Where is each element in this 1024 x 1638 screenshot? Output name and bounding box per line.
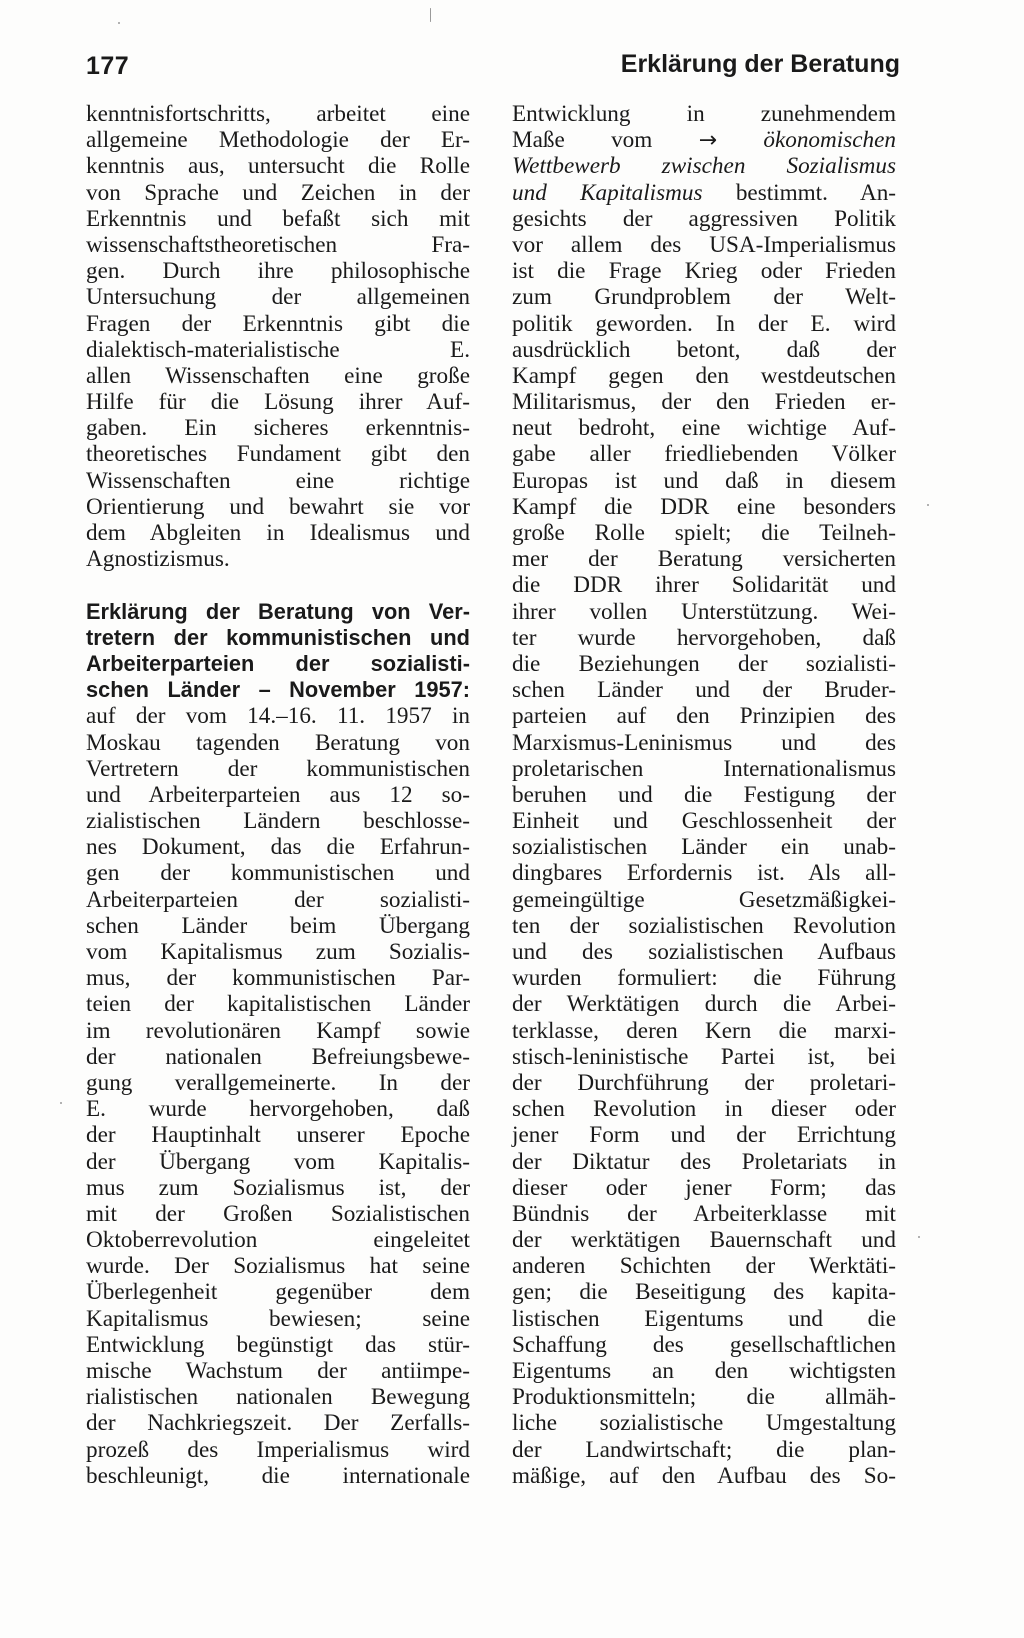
text-line: sozialistischen Länder ein unab- (512, 834, 896, 861)
text-line: prozeß des Imperialismus wird (86, 1436, 470, 1463)
text-line: Einheit und Geschlossenheit der (512, 808, 896, 835)
text-line: der werktätigen Bauernschaft und (512, 1227, 896, 1254)
text-line: gen. Durch ihre philosophische (86, 258, 470, 285)
text-line: Militarismus, der den Frieden er- (512, 389, 896, 416)
heading-line: schen Länder – November 1957: (86, 677, 470, 703)
text-line: ausdrücklich betont, daß der (512, 336, 896, 363)
text-line: der Nachkriegszeit. Der Zerfalls- (86, 1410, 470, 1437)
page-number: 177 (86, 52, 130, 80)
text-line: Europas ist und daß in diesem (512, 467, 896, 494)
text-line: der Durchführung der proletari- (512, 1069, 896, 1096)
text-line: teien der kapitalistischen Länder (86, 991, 470, 1018)
text-line: gesichts der aggressiven Politik (512, 205, 896, 232)
text-line: mer der Beratung versicherten (512, 546, 896, 573)
text-line: vor allem des USA-Imperialismus (512, 231, 896, 258)
entry-heading (86, 599, 470, 704)
text-line: vom Kapitalismus zum Sozialis- (86, 939, 470, 965)
text-line: Produktionsmitteln; die allmäh- (512, 1384, 896, 1411)
text-line: politik geworden. In der E. wird (512, 310, 896, 337)
text-line: stisch-leninistische Partei ist, bei (512, 1043, 896, 1070)
cross-reference-term: Wettbewerb zwischen Sozialismus (512, 153, 896, 180)
text-line: gung verallgemeinerte. In der (86, 1069, 470, 1096)
text-line: Kampf gegen den westdeutschen (512, 362, 896, 389)
text-line: ten der sozialistischen Revolution (512, 912, 896, 939)
text-line: Kampf die DDR eine besonders (512, 493, 896, 520)
text-line: Eigentums an den wichtigsten (512, 1358, 896, 1384)
text-fragment: bestimmt. An- (735, 179, 897, 206)
text-line: der Diktatur des Proletariats in (512, 1148, 896, 1175)
text-line: Fragen der Erkenntnis gibt die (86, 310, 470, 337)
cross-reference-term: und Kapitalismus (512, 179, 703, 206)
heading-line: Erklärung der Beratung von Ver- (86, 598, 470, 624)
text-line: dialektisch-materialistische E. (86, 336, 470, 363)
text-line: mus, der kommunistischen Par- (86, 965, 470, 992)
text-line: neut bedroht, eine wichtige Auf- (512, 415, 896, 442)
text-line: zum Grundproblem der Welt- (512, 284, 896, 311)
text-line: mit der Großen Sozialistischen (86, 1200, 470, 1227)
text-line: Entwicklung in zunehmendem (512, 101, 896, 127)
text-line: der Übergang vom Kapitalis- (86, 1148, 470, 1175)
text-line: proletarischen Internationalismus (512, 755, 896, 782)
text-line: allen Wissenschaften eine große (86, 362, 470, 389)
text-line: wurde. Der Sozialismus hat seine (86, 1253, 470, 1280)
text-line: terklasse, deren Kern die marxi- (512, 1017, 896, 1044)
text-line: die DDR ihrer Solidarität und (512, 572, 896, 599)
text-line: Untersuchung der allgemeinen (86, 284, 470, 311)
text-line: beruhen und die Festigung der (512, 781, 896, 808)
text-line: listischen Eigentums und die (512, 1305, 896, 1332)
text-line: liche sozialistische Umgestaltung (512, 1410, 896, 1437)
text-line: Bündnis der Arbeiterklasse mit (512, 1200, 896, 1227)
text-line: wissenschaftstheoretischen Fra- (86, 231, 470, 258)
text-line: Wissenschaften eine richtige (86, 467, 470, 494)
text-line: zialistischen Ländern beschlosse- (86, 808, 470, 835)
text-line: rialistischen nationalen Bewegung (86, 1384, 470, 1411)
text-line: im revolutionären Kampf sowie (86, 1017, 470, 1044)
intro-paragraph (86, 101, 470, 572)
text-line: Erkenntnis und befaßt sich mit (86, 205, 470, 232)
text-line (512, 127, 896, 153)
text-line: mus zum Sozialismus ist, der (86, 1174, 470, 1201)
text-line: ter wurde hervorgehoben, daß (512, 624, 896, 651)
cross-reference-term: ökonomischen (763, 127, 896, 154)
text-line: allgemeine Methodologie der Er- (86, 127, 470, 154)
text-line: nes Dokument, das die Erfahrun- (86, 834, 470, 861)
text-line: mäßige, auf den Aufbau des So- (512, 1462, 896, 1489)
text-line: kenntnis aus, untersucht die Rolle (86, 153, 470, 180)
text-line: beschleunigt, die internationale (86, 1462, 470, 1489)
text-line: Arbeiterparteien der sozialisti- (86, 886, 470, 913)
text-fragment: Maße vom (512, 127, 653, 154)
running-head: Erklärung der Beratung (620, 50, 900, 78)
heading-line: Arbeiterparteien der sozialisti- (86, 650, 470, 676)
text-line: die Beziehungen der sozialisti- (512, 650, 896, 677)
right-column (512, 101, 896, 1489)
scan-speck (430, 8, 431, 22)
text-line: der Werktätigen durch die Arbei- (512, 991, 896, 1018)
text-line: wurden formuliert: die Führung (512, 965, 896, 992)
text-line: Überlegenheit gegenüber dem (86, 1279, 470, 1306)
text-line: ihrer vollen Unterstützung. Wei- (512, 598, 896, 625)
text-line (512, 180, 896, 206)
text-line: ist die Frage Krieg oder Frieden (512, 258, 896, 285)
text-line: der Hauptinhalt unserer Epoche (86, 1122, 470, 1149)
scan-speck (927, 504, 929, 506)
text-line: Kapitalismus bewiesen; seine (86, 1305, 470, 1332)
text-line: der nationalen Befreiungsbewe- (86, 1043, 470, 1070)
text-line: Moskau tagenden Beratung von (86, 729, 470, 756)
text-line: der Landwirtschaft; die plan- (512, 1436, 896, 1463)
text-line: dem Abgleiten in Idealismus und (86, 520, 470, 546)
right-body (512, 206, 896, 1489)
text-line: gen; die Beseitigung des kapita- (512, 1279, 896, 1306)
text-line: dingbares Erfordernis ist. Als all- (512, 860, 896, 887)
text-line: Entwicklung begünstigt das stür- (86, 1331, 470, 1358)
text-line: theoretisches Fundament gibt den (86, 441, 470, 468)
text-line: auf der vom 14.–16. 11. 1957 in (86, 703, 470, 730)
text-line: gaben. Ein sicheres erkenntnis- (86, 415, 470, 442)
text-line: schen Länder beim Übergang (86, 912, 470, 939)
cross-reference-arrow-icon: → (698, 128, 718, 154)
entry-body (86, 703, 470, 1489)
text-line: jener Form und der Errichtung (512, 1122, 896, 1149)
text-line: kenntnisfortschritts, arbeitet eine (86, 101, 470, 127)
text-line: und des sozialistischen Aufbaus (512, 939, 896, 965)
text-line: große Rolle spielt; die Teilneh- (512, 520, 896, 546)
heading-line: tretern der kommunistischen und (86, 624, 470, 650)
text-line: von Sprache und Zeichen in der (86, 179, 470, 206)
text-line: gabe aller friedliebenden Völker (512, 441, 896, 468)
scan-speck (118, 22, 120, 24)
text-line: Schaffung des gesellschaftlichen (512, 1331, 896, 1358)
text-line: gen der kommunistischen und (86, 860, 470, 887)
text-line: schen Länder und der Bruder- (512, 677, 896, 704)
text-line: Agnostizismus. (86, 546, 230, 573)
text-line: Orientierung und bewahrt sie vor (86, 493, 470, 520)
text-line: mische Wachstum der antiimpe- (86, 1358, 470, 1384)
text-line: E. wurde hervorgehoben, daß (86, 1096, 470, 1123)
text-line: Vertretern der kommunistischen (86, 755, 470, 782)
text-line: Hilfe für die Lösung ihrer Auf- (86, 389, 470, 416)
scan-speck (60, 1102, 62, 1104)
text-line: Marxismus-Leninismus und des (512, 729, 896, 756)
text-line: anderen Schichten der Werktäti- (512, 1253, 896, 1280)
text-line: dieser oder jener Form; das (512, 1174, 896, 1201)
scan-speck (918, 1236, 920, 1238)
text-line: parteien auf den Prinzipien des (512, 703, 896, 730)
paragraph-gap (86, 572, 470, 598)
left-column (86, 101, 470, 1489)
text-line: und Arbeiterparteien aus 12 so- (86, 781, 470, 808)
text-line: gemeingültige Gesetzmäßigkei- (512, 886, 896, 913)
text-line: Oktoberrevolution eingeleitet (86, 1227, 470, 1254)
text-line: schen Revolution in dieser oder (512, 1096, 896, 1123)
text-line (512, 153, 896, 179)
